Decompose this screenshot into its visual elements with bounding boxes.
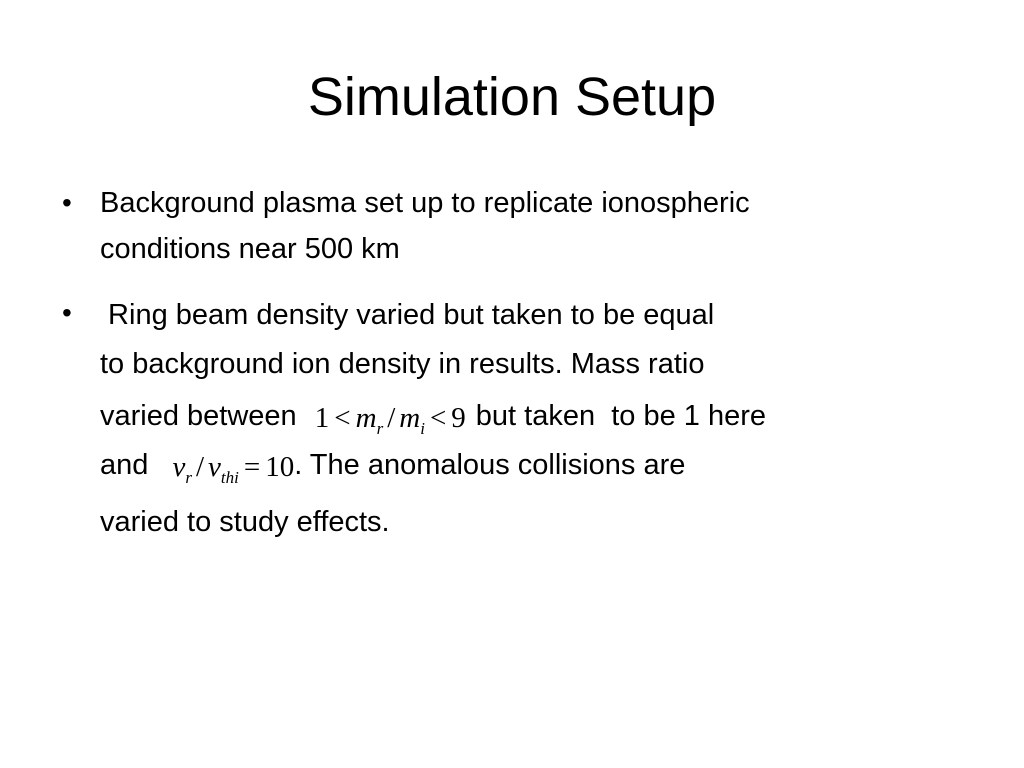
mass-ratio-equation — [314, 402, 466, 438]
bullet-marker: • — [62, 187, 72, 218]
bullet-2-line-4 — [100, 442, 685, 488]
velocity-ratio-equation — [172, 451, 295, 487]
bullet-2-line-3 — [100, 393, 766, 439]
m-r-symbol: m — [355, 402, 377, 434]
bullet-2-line-1-text: Ring beam density varied but taken to be equal — [100, 299, 715, 331]
bullet-2-line-5: varied to study effects. — [100, 506, 390, 538]
equals-sign: = — [243, 451, 261, 483]
slide-title: Simulation Setup — [307, 67, 717, 127]
bullet-marker: • — [62, 297, 72, 328]
m-r-subscript: r — [376, 419, 384, 438]
bullet-1-line-2: conditions near 500 km — [100, 233, 400, 265]
bullet-2-line-4-before: and — [100, 449, 149, 481]
bullet-2-line-3-before: varied between — [100, 400, 297, 432]
ratio-slash: / — [387, 402, 396, 434]
m-i-subscript: i — [420, 419, 425, 438]
m-i-symbol: m — [399, 402, 421, 434]
velocity-ratio-value: 10 — [265, 451, 295, 483]
v-r-subscript: r — [185, 468, 192, 487]
bullet-2-line-2: to background ion density in results. Mass ratio — [100, 348, 705, 380]
bullet-2-line-4-after: . The anomalous collisions are — [294, 449, 686, 481]
less-than-2: < — [429, 402, 447, 434]
bullet-1-line-1: Background plasma set up to replicate ionospheric — [100, 187, 750, 219]
velocity-slash: / — [195, 451, 205, 483]
v-thi-subscript: thi — [220, 468, 239, 487]
v-r-symbol: v — [172, 451, 186, 483]
mass-ratio-upper: 9 — [451, 402, 466, 434]
v-thi-symbol: v — [208, 451, 221, 483]
mass-ratio-lower: 1 — [314, 402, 330, 434]
bullet-2-line-1 — [100, 292, 714, 338]
less-than-1: < — [334, 402, 351, 434]
bullet-2-line-3-after: but taken to be 1 here — [475, 400, 767, 432]
